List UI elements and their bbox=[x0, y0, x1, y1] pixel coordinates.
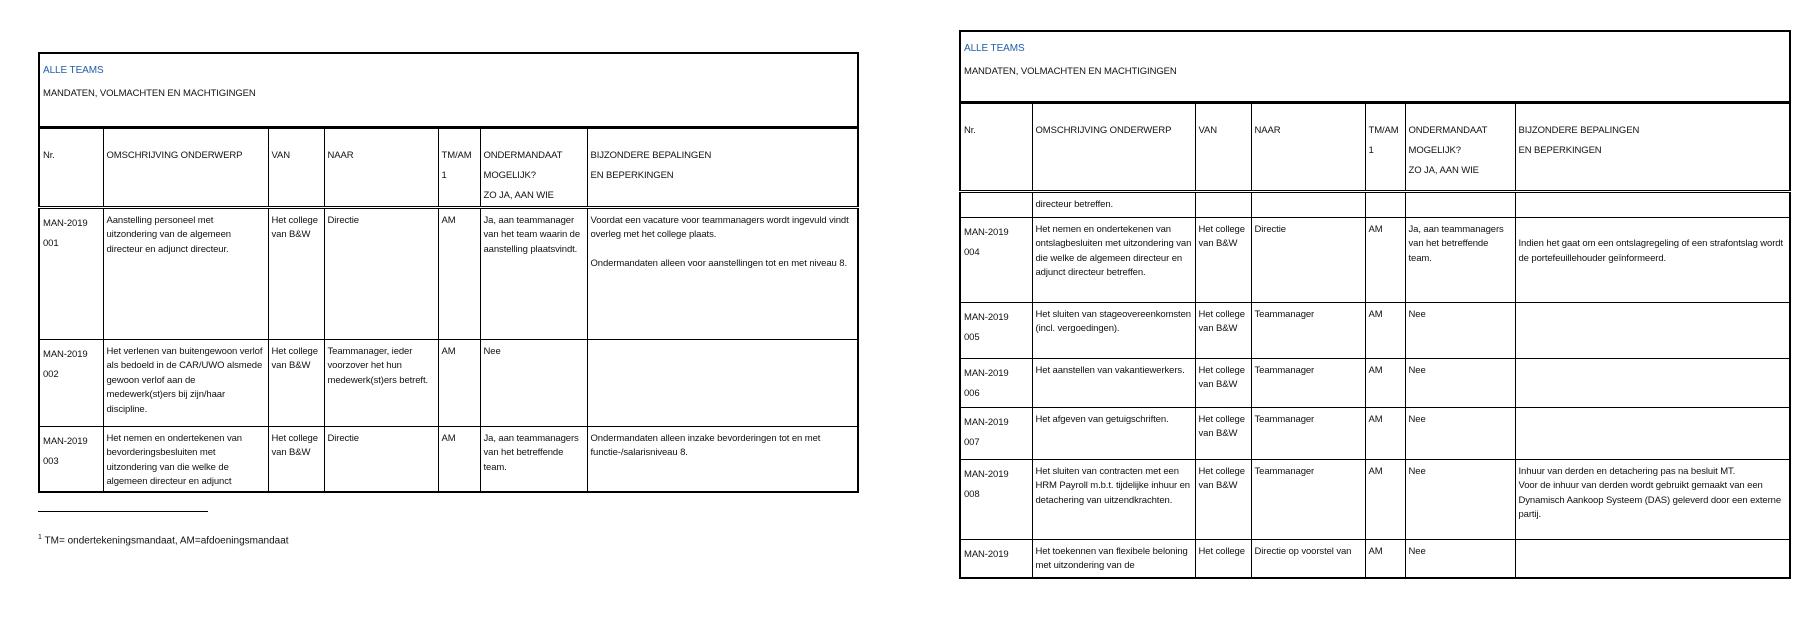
footnote-marker: 1 bbox=[38, 534, 42, 541]
cell-nr: MAN-2019 003 bbox=[39, 426, 103, 492]
page-left bbox=[38, 52, 859, 493]
team-title: ALLE TEAMS bbox=[43, 65, 104, 76]
cell-naar: Teammanager, ieder voorzover het hun medewerk(st)ers betreft. bbox=[324, 339, 438, 426]
cell-ondermandaat: Nee bbox=[1405, 539, 1515, 578]
cell-omschrijving: Het nemen en ondertekenen van ontslagbesluiten met uitzondering van die welke de algemeen directeur en adjunct directeur betreffen. bbox=[1032, 217, 1195, 302]
team-title: ALLE TEAMS bbox=[964, 43, 1025, 54]
cell-tmam: AM bbox=[1365, 407, 1405, 459]
cell-omschrijving: Het sluiten van stageovereenkomsten (incl. vergoedingen). bbox=[1032, 302, 1195, 358]
mandate-table-left bbox=[38, 52, 859, 493]
footnote-separator bbox=[38, 511, 208, 512]
cell-tmam bbox=[1365, 191, 1405, 217]
cell-bepalingen: Indien het gaat om een ontslagregeling of een strafontslag wordt de portefeuillehouder geïnformeerd. bbox=[1515, 217, 1790, 302]
column-header-bepalingen: BIJZONDERE BEPALINGEN EN BEPERKINGEN bbox=[1515, 102, 1790, 191]
column-header-bepalingen: BIJZONDERE BEPALINGEN EN BEPERKINGEN bbox=[587, 127, 858, 207]
cell-naar: Directie bbox=[1251, 217, 1365, 302]
table-row bbox=[39, 207, 858, 339]
cell-naar: Directie op voorstel van bbox=[1251, 539, 1365, 578]
cell-van bbox=[1195, 191, 1251, 217]
cell-bepalingen bbox=[587, 339, 858, 426]
column-header-ondermandaat: ONDERMANDAAT MOGELIJK? ZO JA, AAN WIE bbox=[1405, 102, 1515, 191]
table-row bbox=[960, 217, 1790, 302]
cell-nr: MAN-2019 007 bbox=[960, 407, 1032, 459]
title-row bbox=[960, 31, 1790, 102]
cell-omschrijving: Het aanstellen van vakantiewerkers. bbox=[1032, 358, 1195, 407]
cell-bepalingen: Ondermandaten alleen inzake bevorderingen tot en met functie-/salarisniveau 8. bbox=[587, 426, 858, 492]
table-row bbox=[960, 358, 1790, 407]
cell-omschrijving: Het nemen en ondertekenen van bevorderingsbesluiten met uitzondering van die welke de algemeen directeur en adjunct bbox=[103, 426, 268, 492]
cell-van: Het college van B&W bbox=[1195, 217, 1251, 302]
column-header-row bbox=[39, 127, 858, 207]
cell-bepalingen bbox=[1515, 539, 1790, 578]
document-subtitle: MANDATEN, VOLMACHTEN EN MACHTIGINGEN bbox=[964, 66, 1177, 77]
cell-ondermandaat bbox=[1405, 191, 1515, 217]
cell-naar: Teammanager bbox=[1251, 358, 1365, 407]
cell-ondermandaat: Nee bbox=[1405, 358, 1515, 407]
cell-tmam: AM bbox=[438, 207, 480, 339]
column-header-row bbox=[960, 102, 1790, 191]
cell-nr: MAN-2019 006 bbox=[960, 358, 1032, 407]
cell-van: Het college van B&W bbox=[268, 426, 324, 492]
cell-omschrijving: Aanstelling personeel met uitzondering van de algemeen directeur en adjunct directeur. bbox=[103, 207, 268, 339]
cell-ondermandaat: Ja, aan teammanagers van het betreffende team. bbox=[480, 426, 587, 492]
table-row bbox=[960, 539, 1790, 578]
table-row bbox=[960, 407, 1790, 459]
cell-naar: Teammanager bbox=[1251, 459, 1365, 539]
cell-tmam: AM bbox=[438, 339, 480, 426]
cell-van: Het college van B&W bbox=[1195, 358, 1251, 407]
page-right bbox=[959, 30, 1791, 579]
column-header-nr: Nr. bbox=[960, 102, 1032, 191]
cell-omschrijving: Het toekennen van flexibele beloning met uitzondering van de bbox=[1032, 539, 1195, 578]
column-header-van: VAN bbox=[1195, 102, 1251, 191]
cell-van: Het college van B&W bbox=[1195, 407, 1251, 459]
column-header-nr: Nr. bbox=[39, 127, 103, 207]
cell-tmam: AM bbox=[1365, 459, 1405, 539]
cell-omschrijving: directeur betreffen. bbox=[1032, 191, 1195, 217]
cell-bepalingen bbox=[1515, 407, 1790, 459]
cell-bepalingen bbox=[1515, 358, 1790, 407]
column-header-ondermandaat: ONDERMANDAAT MOGELIJK? ZO JA, AAN WIE bbox=[480, 127, 587, 207]
cell-ondermandaat: Nee bbox=[1405, 407, 1515, 459]
table-row bbox=[960, 191, 1790, 217]
cell-tmam: AM bbox=[1365, 539, 1405, 578]
footnote-text: TM= ondertekeningsmandaat, AM=afdoeningsmandaat bbox=[44, 535, 289, 547]
cell-nr: MAN-2019 004 bbox=[960, 217, 1032, 302]
cell-van: Het college van B&W bbox=[268, 339, 324, 426]
mandate-table-right bbox=[959, 30, 1791, 579]
cell-bepalingen: Inhuur van derden en detachering pas na besluit MT. Voor de inhuur van derden wordt gebruikt gemaakt van een Dynamisch Aankoop Systeem (DAS) geleverd door een externe partij. bbox=[1515, 459, 1790, 539]
cell-nr: MAN-2019 001 bbox=[39, 207, 103, 339]
column-header-tmam: TM/AM 1 bbox=[438, 127, 480, 207]
cell-ondermandaat: Nee bbox=[1405, 459, 1515, 539]
table-row bbox=[39, 339, 858, 426]
cell-ondermandaat: Nee bbox=[1405, 302, 1515, 358]
document-subtitle: MANDATEN, VOLMACHTEN EN MACHTIGINGEN bbox=[43, 88, 256, 99]
cell-bepalingen: Voordat een vacature voor teammanagers wordt ingevuld vindt overleg met het college plaats. Ondermandaten alleen voor aanstellingen tot en met niveau 8. bbox=[587, 207, 858, 339]
column-header-tmam: TM/AM 1 bbox=[1365, 102, 1405, 191]
cell-nr bbox=[960, 191, 1032, 217]
cell-tmam: AM bbox=[1365, 217, 1405, 302]
title-cell bbox=[39, 53, 858, 127]
cell-tmam: AM bbox=[1365, 302, 1405, 358]
cell-naar bbox=[1251, 191, 1365, 217]
title-cell bbox=[960, 31, 1790, 102]
cell-omschrijving: Het verlenen van buitengewoon verlof als bedoeld in de CAR/UWO alsmede gewoon verlof aan de medewerk(st)ers bij zijn/haar discipline. bbox=[103, 339, 268, 426]
cell-tmam: AM bbox=[438, 426, 480, 492]
cell-nr: MAN-2019 002 bbox=[39, 339, 103, 426]
footnote bbox=[38, 534, 289, 546]
cell-nr: MAN-2019 005 bbox=[960, 302, 1032, 358]
cell-omschrijving: Het afgeven van getuigschriften. bbox=[1032, 407, 1195, 459]
cell-van: Het college van B&W bbox=[268, 207, 324, 339]
cell-ondermandaat: Ja, aan teammanagers van het betreffende team. bbox=[1405, 217, 1515, 302]
cell-ondermandaat: Ja, aan teammanager van het team waarin de aanstelling plaatsvindt. bbox=[480, 207, 587, 339]
cell-naar: Directie bbox=[324, 207, 438, 339]
cell-nr: MAN-2019 008 bbox=[960, 459, 1032, 539]
column-header-van: VAN bbox=[268, 127, 324, 207]
cell-ondermandaat: Nee bbox=[480, 339, 587, 426]
cell-van: Het college bbox=[1195, 539, 1251, 578]
column-header-naar: NAAR bbox=[324, 127, 438, 207]
column-header-omschrijving: OMSCHRIJVING ONDERWERP bbox=[1032, 102, 1195, 191]
cell-omschrijving: Het sluiten van contracten met een HRM Payroll m.b.t. tijdelijke inhuur en detachering van uitzendkrachten. bbox=[1032, 459, 1195, 539]
column-header-omschrijving: OMSCHRIJVING ONDERWERP bbox=[103, 127, 268, 207]
cell-naar: Teammanager bbox=[1251, 302, 1365, 358]
cell-nr: MAN-2019 bbox=[960, 539, 1032, 578]
cell-bepalingen bbox=[1515, 191, 1790, 217]
column-header-naar: NAAR bbox=[1251, 102, 1365, 191]
cell-bepalingen bbox=[1515, 302, 1790, 358]
table-row bbox=[960, 459, 1790, 539]
table-row bbox=[960, 302, 1790, 358]
cell-naar: Teammanager bbox=[1251, 407, 1365, 459]
cell-tmam: AM bbox=[1365, 358, 1405, 407]
title-row bbox=[39, 53, 858, 127]
cell-van: Het college van B&W bbox=[1195, 302, 1251, 358]
cell-naar: Directie bbox=[324, 426, 438, 492]
cell-van: Het college van B&W bbox=[1195, 459, 1251, 539]
table-row bbox=[39, 426, 858, 492]
